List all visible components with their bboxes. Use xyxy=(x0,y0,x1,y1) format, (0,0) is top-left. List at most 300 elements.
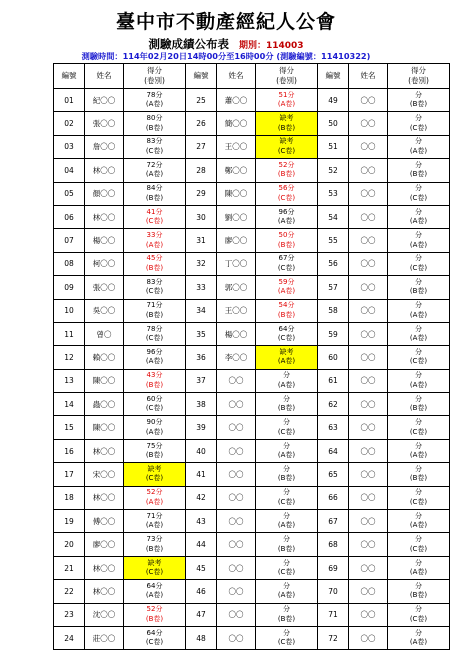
entry-name: 廖〇〇 xyxy=(217,229,256,252)
entry-number: 18 xyxy=(54,486,85,509)
score-value: 33分 xyxy=(146,231,163,240)
entry-number: 06 xyxy=(54,205,85,228)
entry-number: 53 xyxy=(318,182,349,205)
entry-name: 蕭〇〇 xyxy=(217,89,256,112)
paper-type: (C卷) xyxy=(145,217,164,226)
score-value: 52分 xyxy=(146,605,163,614)
entry-number: 28 xyxy=(186,159,217,182)
paper-type: (A卷) xyxy=(409,638,428,647)
paper-type: (B卷) xyxy=(277,123,296,132)
entry-score xyxy=(256,580,318,603)
table-row xyxy=(54,229,450,252)
paper-type: (C卷) xyxy=(277,263,296,272)
entry-number: 57 xyxy=(318,276,349,299)
entry-score xyxy=(256,89,318,112)
page-title: 臺中市不動產經紀人公會 xyxy=(115,11,336,33)
entry-number: 04 xyxy=(54,159,85,182)
entry-score xyxy=(388,346,450,369)
score-value: 分 xyxy=(415,535,422,544)
score-value: 分 xyxy=(415,394,422,403)
paper-type: (C卷) xyxy=(145,568,164,576)
paper-type: (B卷) xyxy=(145,451,164,460)
score-value: 64分 xyxy=(146,581,163,590)
entry-number: 36 xyxy=(186,346,217,369)
entry-name: 〇〇 xyxy=(349,626,388,649)
score-value: 缺考 xyxy=(279,347,294,356)
entry-score xyxy=(388,135,450,158)
entry-score xyxy=(124,580,186,603)
score-value: 分 xyxy=(283,488,290,497)
entry-score xyxy=(388,439,450,462)
entry-score xyxy=(256,182,318,205)
entry-number: 10 xyxy=(54,299,85,322)
entry-number: 54 xyxy=(318,205,349,228)
table-row xyxy=(54,533,450,556)
score-value: 分 xyxy=(415,347,422,356)
entry-number: 31 xyxy=(186,229,217,252)
table-row xyxy=(54,626,450,649)
entry-name: 陳〇〇 xyxy=(85,369,124,392)
entry-name: 林〇〇 xyxy=(85,580,124,603)
score-value: 分 xyxy=(415,114,422,123)
entry-score-absent xyxy=(124,556,186,579)
entry-score xyxy=(256,626,318,649)
entry-number: 63 xyxy=(318,416,349,439)
paper-type: (C卷) xyxy=(277,638,296,647)
entry-name: 〇〇 xyxy=(349,416,388,439)
entry-score xyxy=(388,626,450,649)
header-score-line1: 得分 xyxy=(279,66,294,75)
header-score xyxy=(124,64,186,89)
table-row xyxy=(54,135,450,158)
paper-type: (A卷) xyxy=(277,217,296,226)
header-score-line1: 得分 xyxy=(411,66,426,75)
paper-type: (C卷) xyxy=(409,263,428,272)
score-value: 56分 xyxy=(278,184,295,193)
entry-name: 〇〇 xyxy=(349,229,388,252)
entry-number: 11 xyxy=(54,322,85,345)
table-row xyxy=(54,182,450,205)
entry-score xyxy=(256,510,318,533)
score-value: 分 xyxy=(283,581,290,590)
entry-name: 〇〇 xyxy=(217,580,256,603)
entry-name: 〇〇 xyxy=(217,463,256,486)
table-row xyxy=(54,463,450,486)
entry-score xyxy=(388,416,450,439)
paper-type: (B卷) xyxy=(277,404,296,413)
score-value: 52分 xyxy=(278,160,295,169)
table-row xyxy=(54,556,450,579)
paper-type: (B卷) xyxy=(145,310,164,319)
entry-name: 丁〇〇 xyxy=(217,252,256,275)
paper-type: (C卷) xyxy=(277,193,296,202)
entry-score xyxy=(124,416,186,439)
entry-name: 張〇〇 xyxy=(85,276,124,299)
paper-type: (C卷) xyxy=(409,544,428,553)
score-value: 分 xyxy=(415,488,422,497)
entry-score xyxy=(256,276,318,299)
entry-score xyxy=(388,322,450,345)
entry-name: 〇〇 xyxy=(217,626,256,649)
entry-number: 72 xyxy=(318,626,349,649)
table-row xyxy=(54,112,450,135)
entry-score xyxy=(124,439,186,462)
score-value: 分 xyxy=(283,605,290,614)
score-value: 54分 xyxy=(278,301,295,310)
paper-type: (A卷) xyxy=(145,240,164,249)
table-row xyxy=(54,346,450,369)
entry-name: 〇〇 xyxy=(217,556,256,579)
entry-number: 66 xyxy=(318,486,349,509)
entry-name: 詹〇〇 xyxy=(85,135,124,158)
score-table-body xyxy=(54,89,450,650)
entry-name: 傅〇〇 xyxy=(85,510,124,533)
entry-number: 35 xyxy=(186,322,217,345)
table-row xyxy=(54,510,450,533)
entry-name: 吳〇〇 xyxy=(85,299,124,322)
entry-number: 02 xyxy=(54,112,85,135)
paper-type: (A卷) xyxy=(409,568,428,576)
entry-score xyxy=(388,393,450,416)
entry-score xyxy=(256,205,318,228)
header-score-line1: 得分 xyxy=(147,66,162,75)
entry-score xyxy=(256,603,318,626)
score-value: 59分 xyxy=(278,277,295,286)
entry-score xyxy=(388,276,450,299)
paper-type: (C卷) xyxy=(277,334,296,343)
table-row xyxy=(54,486,450,509)
paper-type: (B卷) xyxy=(409,591,428,600)
entry-name: 〇〇 xyxy=(349,369,388,392)
paper-type: (C卷) xyxy=(145,287,164,296)
entry-score xyxy=(388,556,450,579)
table-row xyxy=(54,89,450,112)
entry-name: 顏〇〇 xyxy=(85,182,124,205)
score-value: 64分 xyxy=(146,628,163,637)
entry-name: 〇〇 xyxy=(349,580,388,603)
score-value: 分 xyxy=(415,231,422,240)
entry-number: 58 xyxy=(318,299,349,322)
entry-name: 〇〇 xyxy=(217,510,256,533)
paper-type: (B卷) xyxy=(277,310,296,319)
entry-name: 宋〇〇 xyxy=(85,463,124,486)
entry-name: 曾〇 xyxy=(85,322,124,345)
entry-name: 簡〇〇 xyxy=(217,112,256,135)
paper-type: (C卷) xyxy=(145,404,164,413)
entry-number: 01 xyxy=(54,89,85,112)
score-value: 缺考 xyxy=(279,137,294,146)
score-value: 分 xyxy=(415,160,422,169)
score-value: 分 xyxy=(415,581,422,590)
entry-name: 〇〇 xyxy=(217,603,256,626)
score-value: 缺考 xyxy=(147,558,162,567)
score-value: 78分 xyxy=(146,90,163,99)
entry-score-absent xyxy=(256,346,318,369)
header-name: 姓名 xyxy=(217,64,256,89)
entry-name: 莊〇〇 xyxy=(85,626,124,649)
score-value: 分 xyxy=(283,558,290,567)
entry-number: 23 xyxy=(54,603,85,626)
score-value: 分 xyxy=(415,628,422,637)
entry-name: 〇〇 xyxy=(349,603,388,626)
table-row xyxy=(54,369,450,392)
score-value: 分 xyxy=(415,301,422,310)
entry-number: 55 xyxy=(318,229,349,252)
table-row xyxy=(54,580,450,603)
entry-number: 56 xyxy=(318,252,349,275)
entry-score xyxy=(256,369,318,392)
entry-name: 〇〇 xyxy=(349,182,388,205)
score-value: 71分 xyxy=(146,301,163,310)
score-value: 分 xyxy=(415,441,422,450)
entry-number: 09 xyxy=(54,276,85,299)
entry-score xyxy=(256,486,318,509)
score-value: 分 xyxy=(415,371,422,380)
entry-name: 蟲〇〇 xyxy=(85,393,124,416)
score-value: 分 xyxy=(283,371,290,380)
paper-type: (A卷) xyxy=(145,100,164,109)
entry-score xyxy=(388,159,450,182)
paper-type: (C卷) xyxy=(409,357,428,366)
score-value: 50分 xyxy=(278,231,295,240)
entry-name: 〇〇 xyxy=(349,346,388,369)
entry-name: 王〇〇 xyxy=(217,299,256,322)
entry-number: 59 xyxy=(318,322,349,345)
page-subtitle xyxy=(0,36,452,52)
header-score xyxy=(388,64,450,89)
score-value: 83分 xyxy=(146,137,163,146)
entry-number: 49 xyxy=(318,89,349,112)
entry-score xyxy=(256,416,318,439)
paper-type: (C卷) xyxy=(277,427,296,436)
header-num: 編號 xyxy=(186,64,217,89)
entry-number: 29 xyxy=(186,182,217,205)
entry-name: 賴〇〇 xyxy=(85,346,124,369)
entry-name: 〇〇 xyxy=(349,276,388,299)
entry-score xyxy=(124,603,186,626)
entry-score xyxy=(256,393,318,416)
entry-score-absent xyxy=(256,112,318,135)
score-value: 45分 xyxy=(146,254,163,263)
paper-type: (C卷) xyxy=(409,497,428,506)
entry-name: 〇〇 xyxy=(217,393,256,416)
entry-name: 〇〇 xyxy=(217,533,256,556)
entry-score xyxy=(256,299,318,322)
entry-score xyxy=(124,159,186,182)
paper-type: (A卷) xyxy=(409,380,428,389)
score-value: 71分 xyxy=(146,511,163,520)
score-value: 96分 xyxy=(146,347,163,356)
entry-name: 張〇〇 xyxy=(85,112,124,135)
entry-number: 69 xyxy=(318,556,349,579)
table-row xyxy=(54,416,450,439)
entry-name: 林〇〇 xyxy=(85,159,124,182)
paper-type: (B卷) xyxy=(409,100,428,109)
score-value: 分 xyxy=(283,628,290,637)
entry-score xyxy=(388,369,450,392)
entry-number: 17 xyxy=(54,463,85,486)
entry-number: 14 xyxy=(54,393,85,416)
entry-name: 〇〇 xyxy=(349,252,388,275)
entry-number: 44 xyxy=(186,533,217,556)
score-value: 分 xyxy=(283,511,290,520)
entry-score xyxy=(124,205,186,228)
table-row xyxy=(54,159,450,182)
entry-score xyxy=(124,369,186,392)
score-value: 分 xyxy=(415,254,422,263)
entry-score xyxy=(388,533,450,556)
score-value: 分 xyxy=(415,324,422,333)
entry-score xyxy=(124,89,186,112)
entry-score xyxy=(256,463,318,486)
header-num: 編號 xyxy=(54,64,85,89)
header-name: 姓名 xyxy=(85,64,124,89)
entry-score xyxy=(256,159,318,182)
entry-number: 38 xyxy=(186,393,217,416)
score-value: 分 xyxy=(283,535,290,544)
table-row xyxy=(54,322,450,345)
entry-name: 李〇〇 xyxy=(217,346,256,369)
paper-type: (B卷) xyxy=(409,474,428,483)
entry-name: 〇〇 xyxy=(349,533,388,556)
paper-type: (C卷) xyxy=(409,193,428,202)
table-row xyxy=(54,299,450,322)
paper-type: (C卷) xyxy=(277,568,296,576)
entry-number: 08 xyxy=(54,252,85,275)
paper-type: (A卷) xyxy=(145,427,164,436)
entry-name: 〇〇 xyxy=(349,205,388,228)
entry-score-absent xyxy=(124,463,186,486)
entry-number: 26 xyxy=(186,112,217,135)
paper-type: (B卷) xyxy=(145,614,164,623)
paper-type: (A卷) xyxy=(145,357,164,366)
entry-number: 65 xyxy=(318,463,349,486)
entry-score xyxy=(124,322,186,345)
paper-type: (B卷) xyxy=(145,263,164,272)
paper-type: (A卷) xyxy=(409,310,428,319)
entry-name: 陳〇〇 xyxy=(217,182,256,205)
score-value: 90分 xyxy=(146,418,163,427)
entry-name: 柯〇〇 xyxy=(85,252,124,275)
entry-score xyxy=(388,252,450,275)
entry-name: 〇〇 xyxy=(349,486,388,509)
entry-score xyxy=(124,486,186,509)
paper-type: (A卷) xyxy=(409,146,428,155)
entry-name: 〇〇 xyxy=(349,510,388,533)
entry-score xyxy=(256,322,318,345)
entry-number: 68 xyxy=(318,533,349,556)
paper-type: (B卷) xyxy=(277,614,296,623)
entry-name: 〇〇 xyxy=(217,439,256,462)
entry-number: 42 xyxy=(186,486,217,509)
paper-type: (C卷) xyxy=(277,497,296,506)
entry-number: 20 xyxy=(54,533,85,556)
entry-number: 64 xyxy=(318,439,349,462)
paper-type: (A卷) xyxy=(409,521,428,530)
entry-number: 52 xyxy=(318,159,349,182)
score-value: 分 xyxy=(415,184,422,193)
entry-number: 62 xyxy=(318,393,349,416)
paper-type: (B卷) xyxy=(277,240,296,249)
paper-type: (A卷) xyxy=(277,451,296,460)
entry-name: 林〇〇 xyxy=(85,556,124,579)
score-value: 分 xyxy=(415,605,422,614)
score-value: 80分 xyxy=(146,114,163,123)
entry-name: 〇〇 xyxy=(217,486,256,509)
entry-score xyxy=(124,346,186,369)
header-num: 編號 xyxy=(318,64,349,89)
entry-score xyxy=(388,299,450,322)
paper-type: (A卷) xyxy=(277,100,296,109)
entry-number: 16 xyxy=(54,439,85,462)
entry-score xyxy=(388,603,450,626)
period-label: 期別：114003 xyxy=(238,41,304,51)
paper-type: (A卷) xyxy=(277,287,296,296)
header-score xyxy=(256,64,318,89)
entry-score xyxy=(124,252,186,275)
paper-type: (C卷) xyxy=(409,614,428,623)
entry-score xyxy=(124,299,186,322)
paper-type: (A卷) xyxy=(409,240,428,249)
entry-number: 47 xyxy=(186,603,217,626)
paper-type: (A卷) xyxy=(145,591,164,600)
entry-score xyxy=(124,393,186,416)
table-header-row xyxy=(54,64,450,89)
entry-number: 51 xyxy=(318,135,349,158)
entry-score xyxy=(124,112,186,135)
entry-score xyxy=(388,580,450,603)
entry-name: 陳〇〇 xyxy=(85,416,124,439)
entry-name: 〇〇 xyxy=(217,416,256,439)
entry-number: 40 xyxy=(186,439,217,462)
paper-type: (B卷) xyxy=(409,170,428,179)
entry-score xyxy=(388,510,450,533)
table-row xyxy=(54,439,450,462)
entry-number: 48 xyxy=(186,626,217,649)
score-table xyxy=(53,63,450,650)
entry-number: 05 xyxy=(54,182,85,205)
entry-score xyxy=(256,533,318,556)
entry-name: 〇〇 xyxy=(349,112,388,135)
entry-score xyxy=(388,486,450,509)
score-value: 分 xyxy=(283,394,290,403)
entry-number: 33 xyxy=(186,276,217,299)
score-value: 83分 xyxy=(146,277,163,286)
table-row xyxy=(54,205,450,228)
paper-type: (A卷) xyxy=(409,217,428,226)
entry-number: 07 xyxy=(54,229,85,252)
score-value: 52分 xyxy=(146,488,163,497)
paper-type: (C卷) xyxy=(409,427,428,436)
paper-type: (A卷) xyxy=(145,497,164,506)
paper-type: (B卷) xyxy=(409,287,428,296)
entry-name: 〇〇 xyxy=(349,556,388,579)
entry-number: 12 xyxy=(54,346,85,369)
entry-name: 林〇〇 xyxy=(85,439,124,462)
paper-type: (A卷) xyxy=(277,380,296,389)
entry-name: 林〇〇 xyxy=(85,205,124,228)
header-score-line2: (卷別) xyxy=(408,76,429,85)
paper-type: (B卷) xyxy=(277,544,296,553)
score-value: 51分 xyxy=(278,90,295,99)
paper-type: (A卷) xyxy=(145,521,164,530)
entry-number: 41 xyxy=(186,463,217,486)
exam-time-info: 測驗時間：114年02月20日14時00分至16時00分 (測驗編號：11410322) xyxy=(81,51,371,61)
entry-name: 〇〇 xyxy=(349,159,388,182)
header-score-line2: (卷別) xyxy=(276,76,297,85)
entry-score xyxy=(388,229,450,252)
entry-name: 劉〇〇 xyxy=(217,205,256,228)
